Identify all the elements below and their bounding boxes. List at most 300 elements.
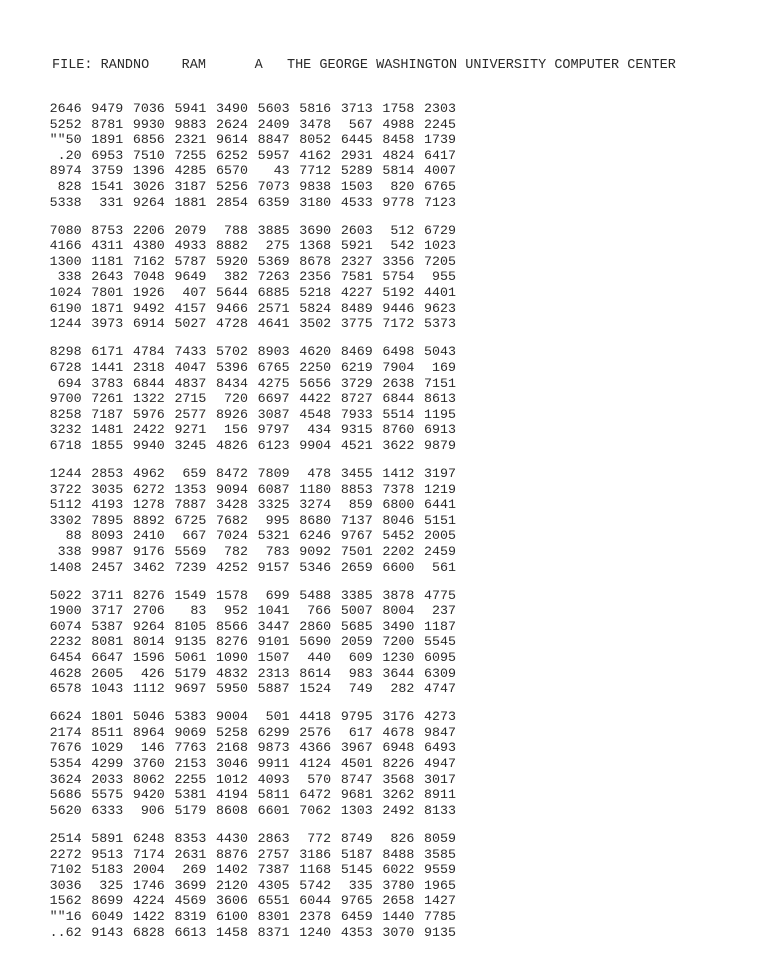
- number-cell: 8781: [91, 116, 124, 132]
- number-cell: 9904: [299, 437, 332, 453]
- number-cell: 3176: [382, 709, 415, 725]
- number-cell: 7676: [49, 740, 82, 756]
- number-cell: 2514: [49, 830, 82, 846]
- number-cell: 9315: [340, 422, 373, 438]
- number-cell: 7895: [91, 512, 124, 528]
- file-name: RANDNO: [100, 58, 150, 73]
- number-row: [40, 117, 456, 133]
- number-cell: 1112: [132, 681, 165, 697]
- number-cell: 3325: [257, 497, 290, 513]
- number-cell: 2659: [340, 559, 373, 575]
- number-row: [40, 391, 456, 407]
- number-cell: 8903: [257, 344, 290, 360]
- number-cell: 6333: [91, 802, 124, 818]
- number-row: [40, 422, 456, 438]
- number-cell: 6624: [49, 709, 82, 725]
- number-cell: 6095: [424, 650, 456, 665]
- number-cell: 561: [431, 559, 456, 575]
- number-cell: 8974: [49, 163, 82, 179]
- number-cell: 749: [348, 681, 373, 697]
- number-cell: 8911: [424, 787, 456, 803]
- number-row: [40, 544, 456, 560]
- number-cell: 8760: [382, 422, 415, 438]
- number-cell: 4311: [91, 238, 124, 254]
- number-cell: 5950: [216, 681, 248, 697]
- number-cell: 3245: [174, 437, 207, 453]
- number-cell: 4533: [340, 194, 373, 210]
- number-cell: 275: [265, 238, 290, 254]
- number-cell: 3780: [382, 877, 415, 893]
- number-cell: 6100: [216, 908, 248, 924]
- number-cell: 2577: [174, 406, 207, 422]
- number-cell: 4305: [257, 877, 290, 893]
- number-cell: 5396: [216, 359, 248, 375]
- number-cell: 3585: [424, 846, 456, 862]
- number-cell: 3568: [382, 771, 415, 787]
- number-cell: 826: [390, 830, 415, 846]
- number-cell: 5685: [340, 618, 373, 634]
- number-cell: 3197: [424, 465, 456, 481]
- number-cell: 4418: [299, 709, 332, 725]
- number-cell: 8434: [216, 375, 248, 391]
- number-cell: 2860: [299, 618, 332, 634]
- number-cell: 3502: [299, 316, 332, 332]
- number-row: [40, 560, 456, 576]
- number-cell: 5814: [382, 163, 415, 179]
- number-cell: 2410: [132, 528, 165, 544]
- number-cell: 1871: [91, 300, 124, 316]
- number-cell: 4947: [424, 756, 456, 772]
- number-cell: 282: [390, 681, 415, 697]
- number-cell: 3722: [49, 481, 82, 497]
- number-cell: 4193: [91, 497, 124, 513]
- number-cell: 6417: [424, 147, 456, 163]
- number-cell: 237: [431, 603, 456, 619]
- number-cell: 788: [224, 222, 248, 238]
- number-cell: 1503: [340, 178, 373, 194]
- number-row: [40, 497, 456, 513]
- number-cell: 5252: [49, 116, 82, 132]
- number-cell: 542: [390, 238, 415, 254]
- number-cell: 3026: [132, 178, 165, 194]
- number-cell: 6498: [382, 344, 415, 360]
- number-cell: 9778: [382, 194, 415, 210]
- number-row: [40, 772, 456, 788]
- number-cell: 8258: [49, 406, 82, 422]
- number-cell: 4285: [174, 163, 207, 179]
- number-cell: 9271: [174, 422, 207, 438]
- number-cell: 7137: [340, 512, 373, 528]
- number-cell: 7102: [49, 862, 82, 878]
- number-cell: 9987: [91, 543, 124, 559]
- number-cell: 501: [265, 709, 290, 725]
- number-cell: 2715: [174, 391, 207, 407]
- number-cell: 9614: [216, 132, 248, 148]
- number-cell: 6600: [382, 559, 415, 575]
- number-cell: 9847: [424, 724, 456, 740]
- number-cell: 3713: [340, 101, 373, 116]
- number-cell: 5179: [174, 665, 207, 681]
- number-cell: 4224: [132, 893, 165, 909]
- number-cell: 4366: [299, 740, 332, 756]
- number-row: [40, 666, 456, 682]
- number-cell: 169: [431, 359, 456, 375]
- number-cell: 8298: [49, 344, 82, 360]
- number-cell: 2250: [299, 359, 332, 375]
- number-row: [40, 588, 456, 604]
- number-cell: 2079: [174, 222, 207, 238]
- number-cell: 3478: [299, 116, 332, 132]
- number-cell: 338: [57, 269, 82, 285]
- number-cell: 3428: [216, 497, 248, 513]
- number-cell: 5620: [49, 802, 82, 818]
- number-cell: 2603: [340, 222, 373, 238]
- number-row: [40, 847, 456, 863]
- number-cell: 1746: [132, 877, 165, 893]
- number-cell: 1562: [49, 893, 82, 909]
- number-cell: 5488: [299, 587, 332, 603]
- number-cell: 5183: [91, 862, 124, 878]
- institution-name: THE GEORGE WASHINGTON UNIVERSITY COMPUTER CENTER: [286, 58, 676, 73]
- number-cell: 5452: [382, 528, 415, 544]
- number-cell: 4166: [49, 238, 82, 254]
- number-cell: 6459: [340, 908, 373, 924]
- number-cell: 3711: [91, 587, 124, 603]
- number-cell: 7036: [132, 101, 165, 116]
- number-cell: 4548: [299, 406, 332, 422]
- number-cell: 9135: [424, 924, 456, 940]
- number-cell: 5754: [382, 269, 415, 285]
- number-cell: 1023: [424, 238, 456, 254]
- number-cell: 2931: [340, 147, 373, 163]
- number-cell: 9879: [424, 437, 456, 453]
- number-cell: 1300: [49, 253, 82, 269]
- number-cell: 9513: [91, 846, 124, 862]
- number-cell: 6445: [340, 132, 373, 148]
- number-cell: 9559: [424, 862, 456, 878]
- number-cell: 9092: [299, 543, 332, 559]
- number-cell: 6190: [49, 300, 82, 316]
- number-cell: 7174: [132, 846, 165, 862]
- number-cell: 8753: [91, 222, 124, 238]
- number-cell: 3973: [91, 316, 124, 332]
- number-cell: 2174: [49, 724, 82, 740]
- number-cell: 9492: [132, 300, 165, 316]
- number-cell: 6647: [91, 650, 124, 665]
- number-cell: 6252: [216, 147, 248, 163]
- number-cell: 8319: [174, 908, 207, 924]
- number-cell: 4747: [424, 681, 456, 697]
- number-cell: 5545: [424, 634, 456, 650]
- number-cell: 6914: [132, 316, 165, 332]
- number-cell: 1408: [49, 559, 82, 575]
- number-cell: 1029: [91, 740, 124, 756]
- number-cell: 7080: [49, 222, 82, 238]
- number-cell: 5151: [424, 512, 456, 528]
- number-cell: 4252: [216, 559, 248, 575]
- number-cell: 2318: [132, 359, 165, 375]
- number-cell: 440: [307, 650, 332, 665]
- number-cell: 5258: [216, 724, 248, 740]
- number-cell: 8680: [299, 512, 332, 528]
- number-cell: 9466: [216, 300, 248, 316]
- number-cell: 9446: [382, 300, 415, 316]
- number-row: [40, 132, 456, 148]
- number-cell: 906: [140, 802, 165, 818]
- number-row: [40, 360, 456, 376]
- number-cell: 1855: [91, 437, 124, 453]
- number-cell: 7187: [91, 406, 124, 422]
- number-cell: 88: [65, 528, 82, 544]
- number-cell: 5921: [340, 238, 373, 254]
- number-cell: 8276: [216, 634, 248, 650]
- number-row: [40, 301, 456, 317]
- number-cell: 8353: [174, 830, 207, 846]
- number-cell: 6844: [132, 375, 165, 391]
- number-cell: 4641: [257, 316, 290, 332]
- number-cell: 2378: [299, 908, 332, 924]
- number-cell: 9264: [132, 618, 165, 634]
- number-cell: 426: [140, 665, 165, 681]
- number-cell: 43: [273, 163, 290, 179]
- number-cell: 338: [57, 543, 82, 559]
- number-cell: 9797: [257, 422, 290, 438]
- number-row: [40, 254, 456, 270]
- number-cell: 2120: [216, 877, 248, 893]
- number-cell: 6601: [257, 802, 290, 818]
- number-cell: 6765: [424, 178, 456, 194]
- number-cell: 5187: [340, 846, 373, 862]
- number-cell: 6844: [382, 391, 415, 407]
- number-cell: 3455: [340, 465, 373, 481]
- number-cell: 407: [182, 285, 207, 301]
- number-cell: 3690: [299, 222, 332, 238]
- number-row: [40, 603, 456, 619]
- number-cell: 7433: [174, 344, 207, 360]
- number-cell: 3087: [257, 406, 290, 422]
- number-cell: 1368: [299, 238, 332, 254]
- number-cell: 3186: [299, 846, 332, 862]
- number-cell: 4047: [174, 359, 207, 375]
- number-cell: 5112: [49, 497, 82, 513]
- number-cell: 1965: [424, 877, 456, 893]
- number-cell: 269: [182, 862, 207, 878]
- number-cell: 4933: [174, 238, 207, 254]
- number-cell: 6359: [257, 194, 290, 210]
- number-block: [40, 101, 456, 210]
- number-cell: 8847: [257, 132, 290, 148]
- number-cell: 3017: [424, 771, 456, 787]
- number-cell: 2492: [382, 802, 415, 818]
- number-cell: 8678: [299, 253, 332, 269]
- number-cell: 1412: [382, 465, 415, 481]
- number-cell: 9101: [257, 634, 290, 650]
- number-cell: 3035: [91, 481, 124, 497]
- number-row: [40, 148, 456, 164]
- number-cell: 567: [348, 116, 373, 132]
- number-row: [40, 163, 456, 179]
- number-cell: 9623: [424, 300, 456, 316]
- number-cell: 1090: [216, 650, 248, 665]
- number-cell: 4521: [340, 437, 373, 453]
- number-cell: 4353: [340, 924, 373, 940]
- number-cell: 4194: [216, 787, 248, 803]
- number-cell: 3885: [257, 222, 290, 238]
- number-cell: 7501: [340, 543, 373, 559]
- number-cell: 8301: [257, 908, 290, 924]
- number-cell: 7682: [216, 512, 248, 528]
- number-cell: 2459: [424, 543, 456, 559]
- number-row: [40, 269, 456, 285]
- number-cell: ""50: [49, 132, 82, 148]
- number-cell: 5179: [174, 802, 207, 818]
- number-cell: 7785: [424, 908, 456, 924]
- number-cell: 3180: [299, 194, 332, 210]
- number-cell: 699: [265, 587, 290, 603]
- number-cell: 5381: [174, 787, 207, 803]
- number-cell: 9004: [216, 709, 248, 725]
- number-cell: 1041: [257, 603, 290, 619]
- number-cell: 6729: [424, 222, 456, 238]
- number-cell: 6765: [257, 359, 290, 375]
- number-cell: 2245: [424, 116, 456, 132]
- number-cell: 6578: [49, 681, 82, 697]
- number-cell: 2658: [382, 893, 415, 909]
- number-cell: 478: [307, 465, 332, 481]
- number-cell: 7510: [132, 147, 165, 163]
- number-cell: 766: [307, 603, 332, 619]
- number-cell: 3783: [91, 375, 124, 391]
- number-cell: 7887: [174, 497, 207, 513]
- number-cell: 2206: [132, 222, 165, 238]
- number-row: [40, 238, 456, 254]
- number-cell: 1596: [132, 650, 165, 665]
- number-cell: 512: [390, 222, 415, 238]
- number-cell: 4837: [174, 375, 207, 391]
- number-cell: 1881: [174, 194, 207, 210]
- number-cell: 8133: [424, 802, 456, 818]
- number-cell: 7062: [299, 802, 332, 818]
- number-cell: 9697: [174, 681, 207, 697]
- number-cell: 3622: [382, 437, 415, 453]
- number-cell: 3699: [174, 877, 207, 893]
- number-cell: 4007: [424, 163, 456, 179]
- number-cell: 5957: [257, 147, 290, 163]
- number-cell: 1244: [49, 316, 82, 332]
- number-cell: 6828: [132, 924, 165, 940]
- number-cell: 1549: [174, 587, 207, 603]
- number-cell: 6246: [299, 528, 332, 544]
- number-cell: 1402: [216, 862, 248, 878]
- number-cell: 5920: [216, 253, 248, 269]
- number-cell: 5338: [49, 194, 82, 210]
- number-row: [40, 344, 456, 360]
- number-cell: 9069: [174, 724, 207, 740]
- number-cell: 7763: [174, 740, 207, 756]
- number-cell: 1541: [91, 178, 124, 194]
- number-cell: 6948: [382, 740, 415, 756]
- number-cell: 5690: [299, 634, 332, 650]
- number-cell: 8371: [257, 924, 290, 940]
- file-header: [52, 58, 676, 73]
- number-cell: 1195: [424, 406, 456, 422]
- number-cell: 1187: [424, 618, 456, 634]
- number-cell: 9649: [174, 269, 207, 285]
- number-cell: 4678: [382, 724, 415, 740]
- number-cell: 5007: [340, 603, 373, 619]
- number-cell: 6613: [174, 924, 207, 940]
- number-row: [40, 831, 456, 847]
- number-cell: 5644: [216, 285, 248, 301]
- number-cell: 4988: [382, 116, 415, 132]
- number-cell: 8014: [132, 634, 165, 650]
- number-cell: 9930: [132, 116, 165, 132]
- number-cell: 7809: [257, 465, 290, 481]
- number-row: [40, 466, 456, 482]
- number-cell: 3232: [49, 422, 82, 438]
- number-cell: 83: [190, 603, 207, 619]
- number-cell: 6551: [257, 893, 290, 909]
- number-cell: 3302: [49, 512, 82, 528]
- number-cell: 8853: [340, 481, 373, 497]
- number-cell: 6856: [132, 132, 165, 148]
- number-cell: 983: [348, 665, 373, 681]
- number-cell: 5192: [382, 285, 415, 301]
- number-cell: 8469: [340, 344, 373, 360]
- number-block: [40, 831, 456, 940]
- number-row: [40, 787, 456, 803]
- number-cell: 5256: [216, 178, 248, 194]
- number-cell: 8081: [91, 634, 124, 650]
- number-cell: 3274: [299, 497, 332, 513]
- number-cell: ""16: [49, 908, 82, 924]
- number-cell: 8747: [340, 771, 373, 787]
- number-cell: 5686: [49, 787, 82, 803]
- number-cell: 6725: [174, 512, 207, 528]
- number-row: [40, 376, 456, 392]
- number-cell: 4299: [91, 756, 124, 772]
- number-cell: 2409: [257, 116, 290, 132]
- number-cell: 2624: [216, 116, 248, 132]
- number-cell: 2757: [257, 846, 290, 862]
- number-cell: 4401: [424, 285, 456, 301]
- number-cell: 9681: [340, 787, 373, 803]
- number-cell: 6123: [257, 437, 290, 453]
- number-cell: 1180: [299, 481, 332, 497]
- number-cell: 8062: [132, 771, 165, 787]
- number-row: [40, 740, 456, 756]
- number-row: [40, 223, 456, 239]
- number-cell: 7200: [382, 634, 415, 650]
- number-cell: 2313: [257, 665, 290, 681]
- number-cell: 3385: [340, 587, 373, 603]
- number-cell: 5569: [174, 543, 207, 559]
- number-cell: 8608: [216, 802, 248, 818]
- number-row: [40, 316, 456, 332]
- number-cell: 3036: [49, 877, 82, 893]
- number-cell: 8226: [382, 756, 415, 772]
- number-cell: 4275: [257, 375, 290, 391]
- number-cell: 3070: [382, 924, 415, 940]
- number-cell: 4124: [299, 756, 332, 772]
- number-cell: 3717: [91, 603, 124, 619]
- number-cell: 8511: [91, 724, 124, 740]
- number-cell: 7172: [382, 316, 415, 332]
- number-cell: 659: [182, 465, 207, 481]
- number-cell: 1440: [382, 908, 415, 924]
- number-cell: 3878: [382, 587, 415, 603]
- number-cell: 6299: [257, 724, 290, 740]
